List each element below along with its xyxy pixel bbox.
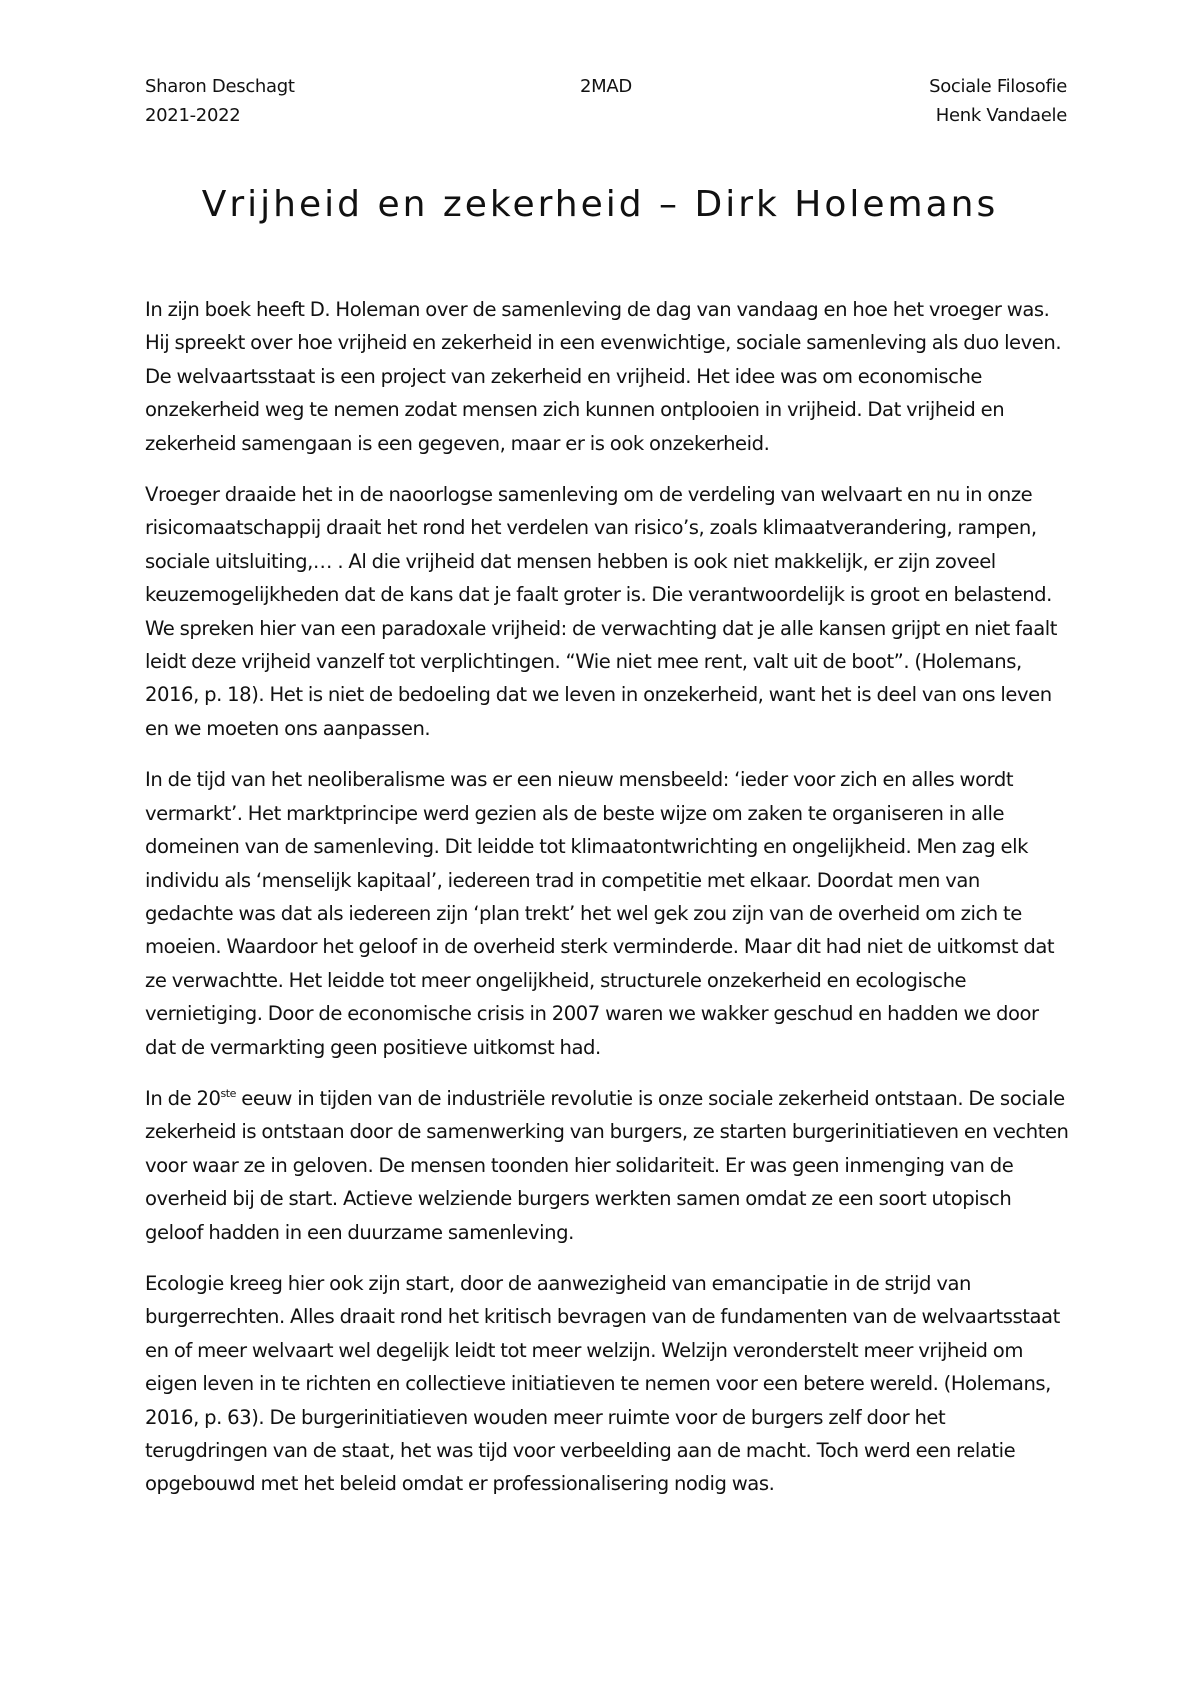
paragraph-1: In zijn boek heeft D. Holeman over de samenleving de dag van vandaag en hoe het vroeger was. Hij spreekt over hoe vrijheid en zekerheid in een evenwichtige, sociale samenleving als duo leven. De welvaartsstaat is een project van zekerheid en vrijheid. Het idee was om economische onzekerheid weg te nemen zodat mensen zich kunnen ontplooien in vrijheid. Dat vrijheid en zekerheid samengaan is een gegeven, maar er is ook onzekerheid. [145,298,1062,455]
document-body [145,293,1070,1519]
paragraph-4-rest: eeuw in tijden van de industriële revolutie is onze sociale zekerheid ontstaan. De sociale zekerheid is ontstaan door de samenwerking van burgers, ze starten burgerinitiatieven en vechten voor waar ze in geloven. De mensen toonden hier solidariteit. Er was geen inmenging van de overheid bij de start. Actieve welziende burgers werkten samen omdat ze een soort utopisch geloof hadden in een duurzame samenleving. [145,1086,1069,1244]
teacher-name: Henk Vandaele [935,105,1067,126]
author-name: Sharon Deschagt [145,76,295,97]
paragraph-2: Vroeger draaide het in de naoorlogse samenleving om de verdeling van welvaart en nu in onze risicomaatschappij draait het rond het verdelen van risico’s, zoals klimaatverandering, rampen, sociale uitsluiting,… . Al die vrijheid dat mensen hebben is ook niet makkelijk, er zijn zoveel keuzemogelijkheden dat de kans dat je faalt groter is. Die verantwoordelijk is groot en belastend. We spreken hier van een paradoxale vrijheid: de verwachting dat je alle kansen grijpt en niet faalt leidt deze vrijheid vanzelf tot verplichtingen. “Wie niet mee rent, valt uit de boot”. (Holemans, 2016, p. 18). Het is niet de bedoeling dat we leven in onzekerheid, want het is deel van ons leven en we moeten ons aanpassen. [145,483,1057,740]
class-name: 2MAD [580,76,632,97]
course-name: Sociale Filosofie [929,76,1067,97]
paragraph-5: Ecologie kreeg hier ook zijn start, door de aanwezigheid van emancipatie in de strijd van burgerrechten. Alles draait rond het kritisch bevragen van de fundamenten van de welvaartsstaat en of meer welvaart wel degelijk leidt tot meer welzijn. Welzijn veronderstelt meer vrijheid om eigen leven in te richten en collectieve initiatieven te nemen voor een betere wereld. (Holemans, 2016, p. 63). De burgerinitiatieven wouden meer ruimte voor de burgers zelf door het terugdringen van de staat, het was tijd voor verbeelding aan de macht. Toch werd een relatie opgebouwd met het beleid omdat er professionalisering nodig was. [145,1271,1060,1496]
paragraph-4 [145,1082,1070,1249]
ordinal-superscript: ste [220,1086,236,1100]
document-title: Vrijheid en zekerheid – Dirk Holemans [201,184,999,225]
paragraph-3: In de tijd van het neoliberalisme was er een nieuw mensbeeld: ‘ieder voor zich en alles wordt vermarkt’. Het marktprincipe werd gezien als de beste wijze om zaken te organiseren in alle domeinen van de samenleving. Dit leidde tot klimaatontwrichting en ongelijkheid. Men zag elk individu als ‘menselijk kapitaal’, iedereen trad in competitie met elkaar. Doordat men van gedachte was dat als iedereen zijn ‘plan trekt’ het wel gek zou zijn van de overheid om zich te moeien. Waardoor het geloof in de overheid sterk verminderde. Maar dit had niet de uitkomst dat ze verwachtte. Het leidde tot meer ongelijkheid, structurele onzekerheid en ecologische vernietiging. Door de economische crisis in 2007 waren we wakker geschud en hadden we door dat de vermarkting geen positieve uitkomst had. [145,768,1055,1059]
school-year: 2021-2022 [145,105,241,126]
header-right [929,72,1067,130]
paragraph-4-start: In de 20 [145,1086,221,1110]
